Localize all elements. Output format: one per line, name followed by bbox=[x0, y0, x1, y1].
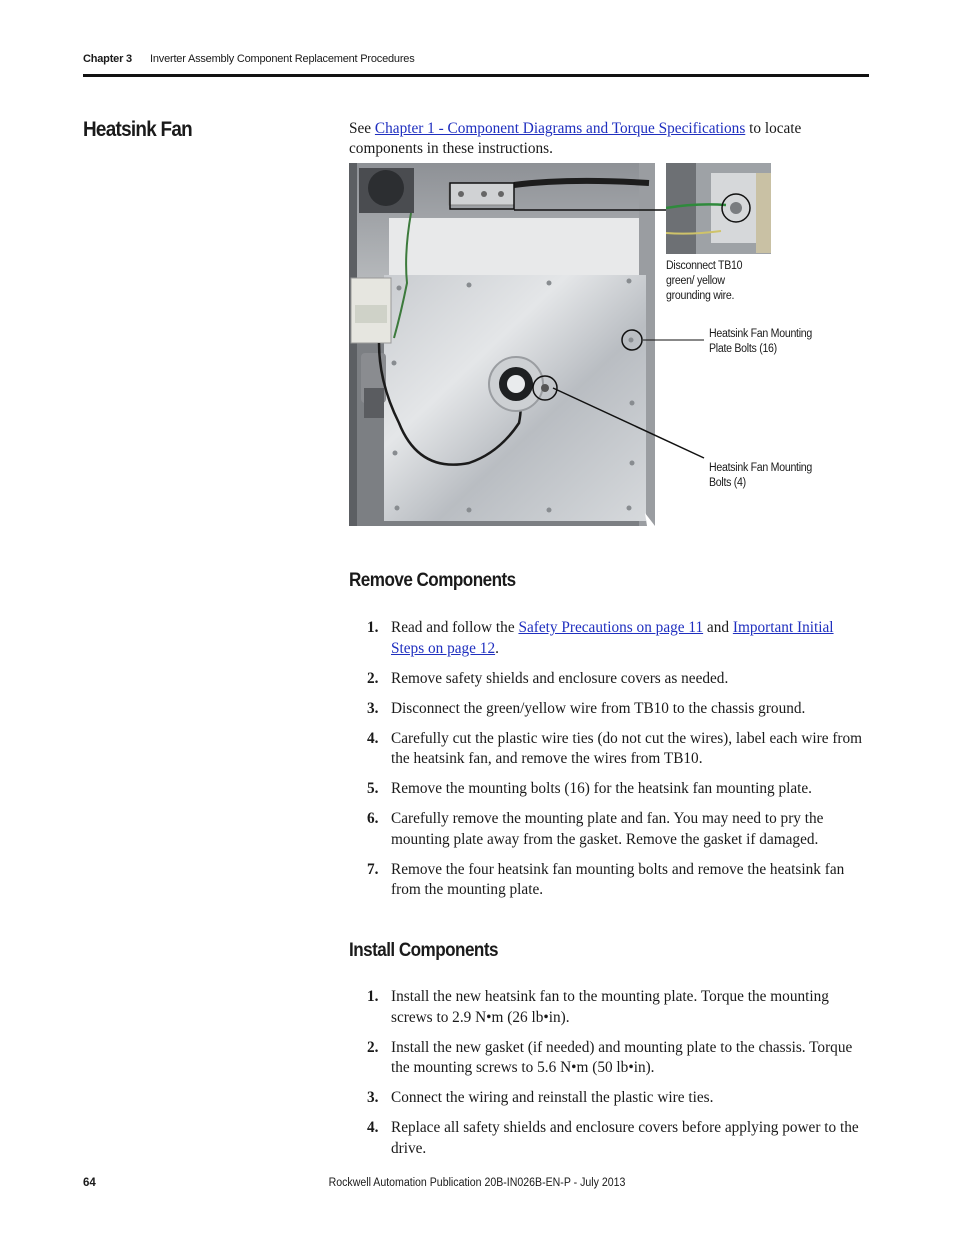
step-text: . bbox=[495, 639, 499, 657]
step-number: 3. bbox=[367, 699, 379, 717]
list-item bbox=[349, 1038, 869, 1079]
tb10-inset-photo bbox=[666, 163, 771, 254]
list-item bbox=[349, 809, 869, 850]
list-item bbox=[349, 987, 869, 1028]
step-number: 2. bbox=[367, 669, 379, 687]
list-item bbox=[349, 729, 869, 770]
remove-components-heading: Remove Components bbox=[349, 570, 516, 591]
install-steps-list bbox=[349, 987, 869, 1169]
list-item bbox=[349, 779, 869, 800]
step-number: 1. bbox=[367, 988, 379, 1005]
remove-steps-list bbox=[349, 618, 869, 910]
step-text: Connect the wiring and reinstall the plastic wire ties. bbox=[391, 1089, 714, 1106]
step-text: Replace all safety shields and enclosure covers before applying power to the drive. bbox=[391, 1119, 859, 1157]
step-text: Remove the four heatsink fan mounting bolts and remove the heatsink fan from the mounting plate. bbox=[391, 860, 845, 898]
section-title: Heatsink Fan bbox=[83, 118, 192, 141]
chapter-title: Inverter Assembly Component Replacement Procedures bbox=[150, 53, 415, 65]
step-text: and bbox=[703, 619, 733, 636]
step-number: 4. bbox=[367, 729, 379, 747]
chapter-label: Chapter 3 bbox=[83, 53, 132, 65]
callout-fan-bolts: Heatsink Fan Mounting Bolts (4) bbox=[709, 462, 813, 489]
step-number: 3. bbox=[367, 1089, 379, 1106]
publication-footer: Rockwell Automation Publication 20B-IN026B-EN-P - July 2013 bbox=[328, 1177, 626, 1189]
step-text: Remove the mounting bolts (16) for the heatsink fan mounting plate. bbox=[391, 780, 813, 797]
callout-tb10: Disconnect TB10 green/ yellow grounding wire. bbox=[666, 260, 743, 302]
intro-suffix: to locate components in these instructions. bbox=[349, 120, 802, 157]
safety-precautions-link[interactable]: Safety Precautions on page 11 bbox=[518, 619, 704, 636]
list-item bbox=[349, 699, 869, 720]
step-text: Disconnect the green/yellow wire from TB10 to the chassis ground. bbox=[391, 699, 806, 717]
step-number: 1. bbox=[367, 619, 379, 636]
install-components-heading: Install Components bbox=[349, 940, 498, 961]
step-text: Remove safety shields and enclosure covers as needed. bbox=[391, 669, 729, 687]
chapter1-link[interactable]: Chapter 1 - Component Diagrams and Torque Specifications bbox=[374, 120, 746, 137]
step-text: Install the new heatsink fan to the mounting plate. Torque the mounting screws to 2.9 N•m (26 lb•in). bbox=[391, 988, 829, 1026]
list-item bbox=[349, 1088, 869, 1109]
list-item bbox=[349, 860, 869, 901]
page-number: 64 bbox=[83, 1177, 96, 1189]
step-text: Carefully remove the mounting plate and fan. You may need to pry the mounting plate away from the gasket. Remove the gasket if damaged. bbox=[391, 810, 824, 848]
step-text: Carefully cut the plastic wire ties (do not cut the wires), label each wire from the heatsink fan, and remove the wires from TB10. bbox=[391, 729, 863, 767]
important-initial-steps-link[interactable]: Important Initial Steps on page 12 bbox=[391, 619, 834, 657]
step-number: 5. bbox=[367, 780, 379, 797]
intro-prefix: See bbox=[349, 120, 375, 137]
callout-plate-bolts: Heatsink Fan Mounting Plate Bolts (16) bbox=[709, 328, 813, 355]
step-text: Read and follow the bbox=[391, 619, 519, 636]
step-number: 2. bbox=[367, 1038, 379, 1056]
step-number: 7. bbox=[367, 860, 379, 878]
step-number: 6. bbox=[367, 810, 379, 827]
list-item bbox=[349, 669, 869, 690]
list-item bbox=[349, 1118, 869, 1159]
step-number: 4. bbox=[367, 1119, 379, 1136]
list-item bbox=[349, 618, 869, 659]
step-text: Install the new gasket (if needed) and mounting plate to the chassis. Torque the mounting screws to 5.6 N•m (50 lb•in). bbox=[391, 1038, 853, 1076]
